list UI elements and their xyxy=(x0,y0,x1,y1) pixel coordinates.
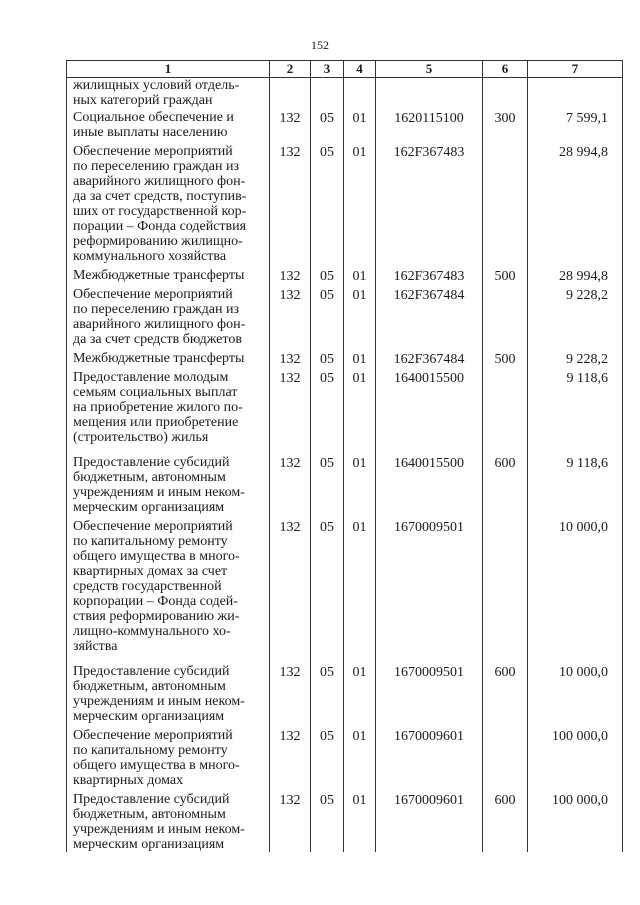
row-code-section: 05 xyxy=(311,268,344,287)
name-line: (строительство) жилья xyxy=(73,430,209,445)
row-amount: 10 000,0 xyxy=(528,664,623,728)
row-code-expense-type xyxy=(483,78,528,111)
name-line: общего имущества в много- xyxy=(73,549,240,564)
row-code-admin: 132 xyxy=(270,144,311,268)
row-amount xyxy=(528,78,623,111)
row-code-admin: 132 xyxy=(270,664,311,728)
row-code-target: 162F367484 xyxy=(376,351,483,370)
table-row xyxy=(67,287,623,351)
row-amount: 10 000,0 xyxy=(528,519,623,664)
table-row xyxy=(67,728,623,792)
name-line: ствия реформированию жи- xyxy=(73,609,240,624)
row-code-target: 1640015500 xyxy=(376,455,483,519)
row-code-admin: 132 xyxy=(270,268,311,287)
row-code-section: 05 xyxy=(311,351,344,370)
name-line: по переселению граждан из xyxy=(73,159,239,174)
row-code-target: 1640015500 xyxy=(376,370,483,455)
row-amount: 7 599,1 xyxy=(528,110,623,144)
header-row xyxy=(67,61,623,78)
row-code-subsection: 01 xyxy=(344,287,376,351)
name-line: учреждениям и иным неком- xyxy=(73,485,245,500)
name-line: бюджетным, автономным xyxy=(73,807,226,822)
name-line: средств государственной xyxy=(73,579,222,594)
name-line: Предоставление субсидий xyxy=(73,664,230,679)
row-code-subsection: 01 xyxy=(344,110,376,144)
row-code-section: 05 xyxy=(311,110,344,144)
name-line: общего имущества в много- xyxy=(73,758,240,773)
name-line: Межбюджетные трансферты xyxy=(73,351,245,366)
name-line: по капитальному ремонту xyxy=(73,534,228,549)
row-amount: 28 994,8 xyxy=(528,268,623,287)
table-row xyxy=(67,519,623,664)
name-line: иные выплаты населению xyxy=(73,125,228,140)
name-line: бюджетным, автономным xyxy=(73,679,226,694)
header-col-3: 3 xyxy=(311,61,344,78)
header-col-7: 7 xyxy=(528,61,623,78)
row-code-subsection: 01 xyxy=(344,144,376,268)
row-code-expense-type: 300 xyxy=(483,110,528,144)
header-col-4: 4 xyxy=(344,61,376,78)
table-row xyxy=(67,455,623,519)
name-line: учреждениям и иным неком- xyxy=(73,694,245,709)
budget-table xyxy=(66,60,623,852)
name-line: порации – Фонда содействия xyxy=(73,219,247,234)
row-code-subsection: 01 xyxy=(344,455,376,519)
table-header xyxy=(67,61,623,78)
name-line: зяйства xyxy=(73,639,118,654)
name-line: аварийного жилищного фон- xyxy=(73,317,246,332)
row-code-subsection: 01 xyxy=(344,728,376,792)
row-name-cell xyxy=(67,370,270,455)
row-code-subsection xyxy=(344,78,376,111)
name-line: Предоставление субсидий xyxy=(73,792,230,807)
row-code-section: 05 xyxy=(311,455,344,519)
row-name-cell xyxy=(67,78,270,111)
name-line: аварийного жилищного фон- xyxy=(73,174,246,189)
header-col-5: 5 xyxy=(376,61,483,78)
row-name-cell xyxy=(67,287,270,351)
table-row xyxy=(67,268,623,287)
name-line: жилищных условий отдель- xyxy=(73,78,240,93)
row-code-target: 1670009501 xyxy=(376,519,483,664)
name-line: реформированию жилищно- xyxy=(73,234,243,249)
name-line: да за счет средств, поступив- xyxy=(73,189,247,204)
name-line: квартирных домах xyxy=(73,773,184,788)
row-code-expense-type xyxy=(483,144,528,268)
row-code-expense-type xyxy=(483,728,528,792)
row-code-admin: 132 xyxy=(270,455,311,519)
name-line: ших от государственной кор- xyxy=(73,204,247,219)
row-code-expense-type: 500 xyxy=(483,351,528,370)
name-line: квартирных домах за счет xyxy=(73,564,228,579)
table-row xyxy=(67,144,623,268)
name-line: на приобретение жилого по- xyxy=(73,400,243,415)
row-code-subsection: 01 xyxy=(344,519,376,664)
table-row xyxy=(67,351,623,370)
row-code-section: 05 xyxy=(311,370,344,455)
name-line: корпорации – Фонда содей- xyxy=(73,594,238,609)
table-body xyxy=(67,78,623,853)
row-name-cell xyxy=(67,268,270,287)
row-code-target: 1670009501 xyxy=(376,664,483,728)
row-code-admin: 132 xyxy=(270,287,311,351)
name-line: Межбюджетные трансферты xyxy=(73,268,245,283)
row-code-target: 162F367484 xyxy=(376,287,483,351)
row-code-admin: 132 xyxy=(270,792,311,852)
table-row xyxy=(67,78,623,111)
name-line: учреждениям и иным неком- xyxy=(73,822,245,837)
row-code-admin: 132 xyxy=(270,110,311,144)
row-code-section: 05 xyxy=(311,519,344,664)
row-code-section: 05 xyxy=(311,728,344,792)
name-line: Предоставление молодым xyxy=(73,370,229,385)
name-line: Обеспечение мероприятий xyxy=(73,144,233,159)
row-code-target: 1620115100 xyxy=(376,110,483,144)
row-code-expense-type: 600 xyxy=(483,455,528,519)
row-code-admin: 132 xyxy=(270,351,311,370)
table-row xyxy=(67,370,623,455)
table-row xyxy=(67,792,623,852)
row-amount: 9 228,2 xyxy=(528,287,623,351)
row-name-cell xyxy=(67,664,270,728)
row-name-cell xyxy=(67,519,270,664)
header-col-1: 1 xyxy=(67,61,270,78)
row-name-cell xyxy=(67,728,270,792)
table-row xyxy=(67,110,623,144)
row-code-section: 05 xyxy=(311,287,344,351)
row-code-subsection: 01 xyxy=(344,792,376,852)
header-col-2: 2 xyxy=(270,61,311,78)
row-code-target: 1670009601 xyxy=(376,792,483,852)
name-line: мерческим организациям xyxy=(73,500,225,515)
row-name-cell xyxy=(67,351,270,370)
name-line: Предоставление субсидий xyxy=(73,455,230,470)
name-line: Обеспечение мероприятий xyxy=(73,728,233,743)
row-code-expense-type: 600 xyxy=(483,664,528,728)
row-amount: 9 118,6 xyxy=(528,455,623,519)
name-line: мерческим организациям xyxy=(73,837,225,852)
row-amount: 9 228,2 xyxy=(528,351,623,370)
name-line: бюджетным, автономным xyxy=(73,470,226,485)
row-name-cell xyxy=(67,110,270,144)
row-code-target: 162F367483 xyxy=(376,268,483,287)
name-line: да за счет средств бюджетов xyxy=(73,332,242,347)
name-line: мерческим организациям xyxy=(73,709,225,724)
name-line: мещения или приобретение xyxy=(73,415,239,430)
row-amount: 100 000,0 xyxy=(528,728,623,792)
row-code-expense-type: 500 xyxy=(483,268,528,287)
row-code-expense-type xyxy=(483,370,528,455)
row-code-subsection: 01 xyxy=(344,351,376,370)
row-name-cell xyxy=(67,792,270,852)
name-line: Обеспечение мероприятий xyxy=(73,519,233,534)
name-line: по переселению граждан из xyxy=(73,302,239,317)
name-line: ных категорий граждан xyxy=(73,93,213,108)
row-code-subsection: 01 xyxy=(344,370,376,455)
row-code-target: 1670009601 xyxy=(376,728,483,792)
row-amount: 28 994,8 xyxy=(528,144,623,268)
row-code-admin: 132 xyxy=(270,519,311,664)
name-line: по капитальному ремонту xyxy=(73,743,228,758)
row-code-target: 162F367483 xyxy=(376,144,483,268)
row-amount: 9 118,6 xyxy=(528,370,623,455)
name-line: Социальное обеспечение и xyxy=(73,110,234,125)
row-code-admin: 132 xyxy=(270,728,311,792)
page-number: 152 xyxy=(311,38,329,52)
row-code-expense-type xyxy=(483,519,528,664)
row-code-expense-type: 600 xyxy=(483,792,528,852)
row-code-subsection: 01 xyxy=(344,268,376,287)
name-line: лищно-коммунального хо- xyxy=(73,624,231,639)
row-amount: 100 000,0 xyxy=(528,792,623,852)
row-code-section: 05 xyxy=(311,664,344,728)
name-line: коммунального хозяйства xyxy=(73,249,227,264)
table-row xyxy=(67,664,623,728)
row-name-cell xyxy=(67,455,270,519)
row-code-admin: 132 xyxy=(270,370,311,455)
row-code-section xyxy=(311,78,344,111)
name-line: Обеспечение мероприятий xyxy=(73,287,233,302)
row-code-admin xyxy=(270,78,311,111)
row-code-subsection: 01 xyxy=(344,664,376,728)
row-name-cell xyxy=(67,144,270,268)
header-col-6: 6 xyxy=(483,61,528,78)
row-code-target xyxy=(376,78,483,111)
row-code-section: 05 xyxy=(311,144,344,268)
row-code-section: 05 xyxy=(311,792,344,852)
row-code-expense-type xyxy=(483,287,528,351)
name-line: семьям социальных выплат xyxy=(73,385,238,400)
